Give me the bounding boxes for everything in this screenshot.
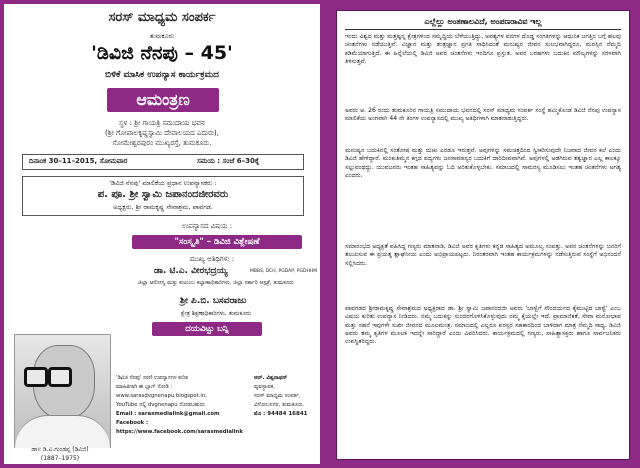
footer-line: ಮಾಹಿತಿಗಾಗಿ ಈ ಬ್ಲಾಗ್ ನೋಡಿ :: [116, 384, 173, 390]
event-time: ಸಮಯ : ಸಂಜೆ 6–30ಕ್ಕೆ: [197, 157, 259, 165]
datetime-box: [22, 154, 304, 170]
divider: [345, 29, 621, 30]
article-paragraph: ಪಾವಗಡದ ಶ್ರೀರಾಮಕೃಷ್ಣ ಸೇವಾಶ್ರಮದ ಅಧ್ಯಕ್ಷರಾದ ಡಾ. ಶ್ರೀ ಸ್ವಾಮಿ ಜಪಾನಂದಜೀ ಅವರು 'ಬಾಳ್ವೆಗೆ ಸೌಂದರ್ಯದ ಕೈಮುಟ್ಟಿದ ಬಾಳ್ವೆ' ಎಂಬ ವಿಷಯ ಕುರಿತು ಉಪನ್ಯಾಸ ನೀಡಿದರು. ನಮ್ಮ ಬದುಕನ್ನು ಸುಂದರಗೊಳಿಸಿಕೊಳ್ಳುವುದು ನಮ್ಮ ಕೈಯಲ್ಲೇ ಇದೆ. ಪ್ರಾಮಾಣಿಕತೆ, ಸೇವಾ ಮನೋಭಾವ ಮತ್ತು ಸಹನೆ ಇವುಗಳೇ ಸುಖೀ ಜೀವನದ ಮೂಲಮಂತ್ರ. ಸಮಾಜದಲ್ಲಿ ಎಲ್ಲರೂ ಪರಸ್ಪರ ಸಹಕಾರದಿಂದ ಬಾಳಿದಾಗ ಮಾತ್ರ ನೆಮ್ಮದಿ ಸಾಧ್ಯ. ಡಿವಿಜಿ ಅವರು ತಮ್ಮ ಕೃತಿಗಳ ಮೂಲಕ ಇದನ್ನೇ ಸಾರಿದ್ದಾರೆ ಎಂದು ವಿವರಿಸಿದರು. ಕಾರ್ಯಕ್ರಮದಲ್ಲಿ ಗಣ್ಯರು, ಸಾಹಿತ್ಯಾಸಕ್ತರು ಹಾಗೂ ಸಾರ್ವಜನಿಕರು ಉಪಸ್ಥಿತರಿದ್ದರು.: [345, 305, 621, 346]
footer-contact: [116, 374, 256, 437]
invitation-panel: [4, 4, 320, 464]
dvg-portrait: [14, 334, 111, 448]
article-paragraph: ಮನುಷ್ಯನ ಬದುಕಿನಲ್ಲಿ ಸಂತೋಷ ಮತ್ತು ದುಃಖ ಎರಡೂ ಇರುತ್ತವೆ. ಅವುಗಳನ್ನು ಸಮಚಿತ್ತದಿಂದ ಸ್ವೀಕರಿಸುವುದೇ ನಿಜವಾದ ಜೀವನ ಕಲೆ ಎಂದು ಡಿವಿಜಿ ಹೇಳಿದ್ದಾರೆ. ಮಂಕುತಿಮ್ಮನ ಕಗ್ಗದ ಪದ್ಯಗಳು ಜನಸಾಮಾನ್ಯರ ಬದುಕಿಗೆ ದಾರಿದೀಪವಾಗಿವೆ. ಅವುಗಳಲ್ಲಿ ಅಡಗಿರುವ ತತ್ವಜ್ಞಾನ ಎಲ್ಲ ಕಾಲಕ್ಕೂ ಸಲ್ಲುವಂಥದ್ದು. ಯುವಜನರು ಇಂತಹ ಸಾಹಿತ್ಯವನ್ನು ಓದಿ ಅರಿತುಕೊಳ್ಳಬೇಕು. ಸಮಾಜದಲ್ಲಿ ಸಾಮರಸ್ಯ ಮೂಡಿಸಲು ಇಂತಹ ಚಿಂತನೆಗಳು ಅಗತ್ಯ ಎಂದರು.: [345, 147, 621, 179]
topic-label: ಉಪನ್ಯಾಸದ ವಿಷಯ :: [181, 222, 233, 230]
topic-banner: "ಸಂಸ್ಕೃತಿ" – ಡಿವಿಜಿ ವಿಶ್ಲೇಷಣೆ: [132, 235, 302, 249]
article-frame: [336, 10, 630, 460]
event-date: ದಿನಾಂಕ 30–11–2015, ಸೋಮವಾರ: [29, 157, 128, 165]
guest2-role: ಕ್ಷೇತ್ರ ಶಿಕ್ಷಣಾಧಿಕಾರಿಗಳು, ತುಮಕೂರು: [180, 310, 252, 317]
welcome-banner: ದಯವಿಟ್ಟು ಬನ್ನಿ: [152, 322, 262, 336]
article-heading: ಎಲ್ಲೆಲ್ಲು ಅಂತಣಾಲವಿದೆ, ಅಂಪಣರಾವಿವ ಇಲ್ಲ: [424, 17, 542, 26]
venue-line: ಸ್ಥಳ : ಶ್ರೀ ಗಾಯತ್ರಿ ಸಮುದಾಯ ಭವನ: [119, 119, 205, 127]
organizer-line: ವ್ಯವಸ್ಥಾಪಕ,: [254, 384, 275, 390]
main-title: 'ಡಿವಿಜಿ ನೆನಪು – 45': [91, 42, 233, 64]
guest1-role: ಜಿಲ್ಲಾ ಆರೋಗ್ಯ ಮತ್ತು ಕುಟುಂಬ ಕಲ್ಯಾಣಾಧಿಕಾರಿಗಳು, ಜಿಲ್ಲಾ ಸರ್ಕಾರಿ ಆಸ್ಪತ್ರೆ, ತುಮಕೂರು: [138, 280, 294, 286]
blog-link[interactable]: www.sarasdvgnenapu.blogspot.in,: [116, 393, 207, 399]
organizer-line: ಸರಸ್ ಮಾಧ್ಯಮ ಸಂಪರ್ಕ,: [254, 393, 301, 399]
place-label: ತುಮಕೂರು: [149, 32, 175, 40]
organizer-name: ಆರ್. ವಿಶ್ವನಾಥನ್: [254, 375, 288, 381]
facebook-link[interactable]: Facebook : https://www.facebook.com/sarasmedialink: [116, 420, 243, 435]
speaker-box: [22, 176, 304, 216]
venue-line: ಸೋಮೇಶ್ವರಪುರಂ ಮುಖ್ಯರಸ್ತೆ, ತುಮಕೂರು.: [112, 139, 212, 147]
footer-organizer: [254, 374, 316, 419]
series-label: 'ಡಿವಿಜಿ ನೆನಪು' ಮಾಲಿಕೆಯ ಪ್ರಧಾನ ಉಪನ್ಯಾಸಕರು :: [109, 179, 217, 187]
venue-line: (ಶ್ರೀ ಗೋಪಾಲಕೃಷ್ಣಸ್ವಾಮಿ ದೇವಾಲಯದ ಎದುರು),: [105, 129, 219, 137]
org-title: ಸರಸ್ ಮಾಧ್ಯಮ ಸಂಪರ್ಕ: [108, 10, 216, 25]
footer-line: 'ಡಿವಿಜಿ ನೆನಪು' ಸರಣಿ ಉಪನ್ಯಾಸಗಳ ಕುರಿತ: [116, 375, 188, 381]
guest1-qualifications: MBBS, DCH, PGDAP, PGDHHM: [250, 269, 318, 274]
article-paragraph: ಇಂದು ವಿಶ್ವದ ಮತ್ತು ಮತ್ತಷ್ಟನ್ನ ಕ್ಷೇತ್ರಗಳಿಂದ ಸಮೃದ್ಧಿಯ ಬೆಳೆಯುತ್ತಿದ್ದು, ಅವಶ್ಯಗಳ ವನಗಳ ದೊಡ್ಡ ಸಂಗತಿಗಳನ್ನು ಆಧುನಿಕ ಜಗತ್ತಿನ ಬಗ್ಗೆ ಹಲವು ಚಿಂತನೆಗಳು ನಡೆಯುತ್ತಿವೆ. ವಿಜ್ಞಾನ ಮತ್ತು ತಂತ್ರಜ್ಞಾನ ಪ್ರಗತಿ ಸಾಧಿಸಿದಂತೆ ಮನುಷ್ಯನ ಜೀವನ ಸುಲಭವಾಗಿದ್ದರೂ, ಮನಸ್ಸಿನ ನೆಮ್ಮದಿ ಕಡಿಮೆಯಾಗುತ್ತಿದೆ. ಈ ಹಿನ್ನೆಲೆಯಲ್ಲಿ ಡಿವಿಜಿ ಅವರ ಚಿಂತನೆಗಳು ಇಂದಿಗೂ ಪ್ರಸ್ತುತ. ಅವರ ಬರಹಗಳು ಬದುಕಿನ ಮೌಲ್ಯಗಳನ್ನು ಸರಳವಾಗಿ ತಿಳಿಸುತ್ತವೆ.: [345, 33, 621, 65]
subtitle: ಬಿಳಿಕೆ ಮಾಸಿಕ ಉಪನ್ಯಾಸ ಕಾರ್ಯಕ್ರಮದ: [105, 70, 219, 80]
main-speaker: ಪ. ಪೂ. ಶ್ರೀ ಸ್ವಾಮಿ ಜಪಾನಂದಜೀರವರು: [97, 189, 229, 200]
guest1-name: ಡಾ. ಟಿ.ಎ. ವೀರಭದ್ರಯ್ಯ: [154, 266, 228, 276]
portrait-years: (1887–1975): [40, 455, 80, 462]
organizer-line: ವಿನೋಬನಗರ, ತುಮಕೂರು.: [254, 402, 305, 408]
main-speaker-role: ಅಧ್ಯಕ್ಷರು, ಶ್ರೀ ರಾಮಕೃಷ್ಣ ಸೇವಾಶ್ರಮ, ಪಾವಗಡ.: [113, 203, 213, 211]
article-paragraph: ಸಮಾರಂಭದ ಅಧ್ಯಕ್ಷತೆ ವಹಿಸಿದ್ದ ಗಣ್ಯರು ಮಾತನಾಡಿ, ಡಿವಿಜಿ ಅವರ ಕೃತಿಗಳು ಕನ್ನಡ ಸಾಹಿತ್ಯದ ಅಮೂಲ್ಯ ಸಂಪತ್ತು. ಅವರ ಚಿಂತನೆಗಳನ್ನು ಜನರಿಗೆ ತಲುಪಿಸುವ ಈ ಪ್ರಯತ್ನ ಶ್ಲಾಘನೀಯ ಎಂದು ಅಭಿಪ್ರಾಯಪಟ್ಟರು. ನಿರಂತರವಾಗಿ ಇಂತಹ ಕಾರ್ಯಕ್ರಮಗಳನ್ನು ನಡೆಸುತ್ತಿರುವ ಸಂಸ್ಥೆಗೆ ಅಭಿನಂದನೆ ಸಲ್ಲಿಸಿದರು.: [345, 243, 621, 267]
email-link[interactable]: Email : sarasmedialink@gmail.com: [116, 411, 220, 417]
spectacles-icon: [48, 367, 72, 387]
organizer-phone: ಮೊ : 94484 16841: [254, 411, 308, 417]
portrait-caption: ಡಾ॥ ಡಿ.ವಿ.ಗುಂಡಪ್ಪ (ಡಿವಿಜಿ): [31, 446, 89, 453]
invitation-banner: ಆಮಂತ್ರಣ: [107, 88, 219, 112]
spectacles-icon: [24, 367, 48, 387]
venue: [4, 118, 320, 148]
portrait-shoulders: [15, 415, 110, 448]
chief-guests-label: ಮುಖ್ಯ ಅತಿಥಿಗಳು :: [189, 255, 235, 263]
guest2-name: ಶ್ರೀ ಪಿ.ಬಿ. ಬಸವರಾಜು: [180, 296, 247, 306]
footer-line: YouTube ನಲ್ಲಿ dvgnenapu ನೋಡಬಹುದು: [116, 402, 205, 408]
article-panel: [326, 4, 636, 464]
article-paragraph: ಅವರು ಆ. 26 ರಂದು ತುಮಕೂರಿನ ಗಾಯತ್ರಿ ಸಮುದಾಯ ಭವನದಲ್ಲಿ ಸರಸ್ ಮಾಧ್ಯಮ ಸಂಪರ್ಕ ಸಂಸ್ಥೆ ಹಮ್ಮಿಕೊಂಡ ಡಿವಿಜಿ ನೆನಪು ಉಪನ್ಯಾಸ ಮಾಲಿಕೆಯ ಅಂಗವಾಗಿ 44 ನೇ ತಿಂಗಳ ಉಪನ್ಯಾಸದಲ್ಲಿ ಮುಖ್ಯ ಅತಿಥಿಗಳಾಗಿ ಮಾತನಾಡುತ್ತಿದ್ದರು.: [345, 107, 621, 123]
